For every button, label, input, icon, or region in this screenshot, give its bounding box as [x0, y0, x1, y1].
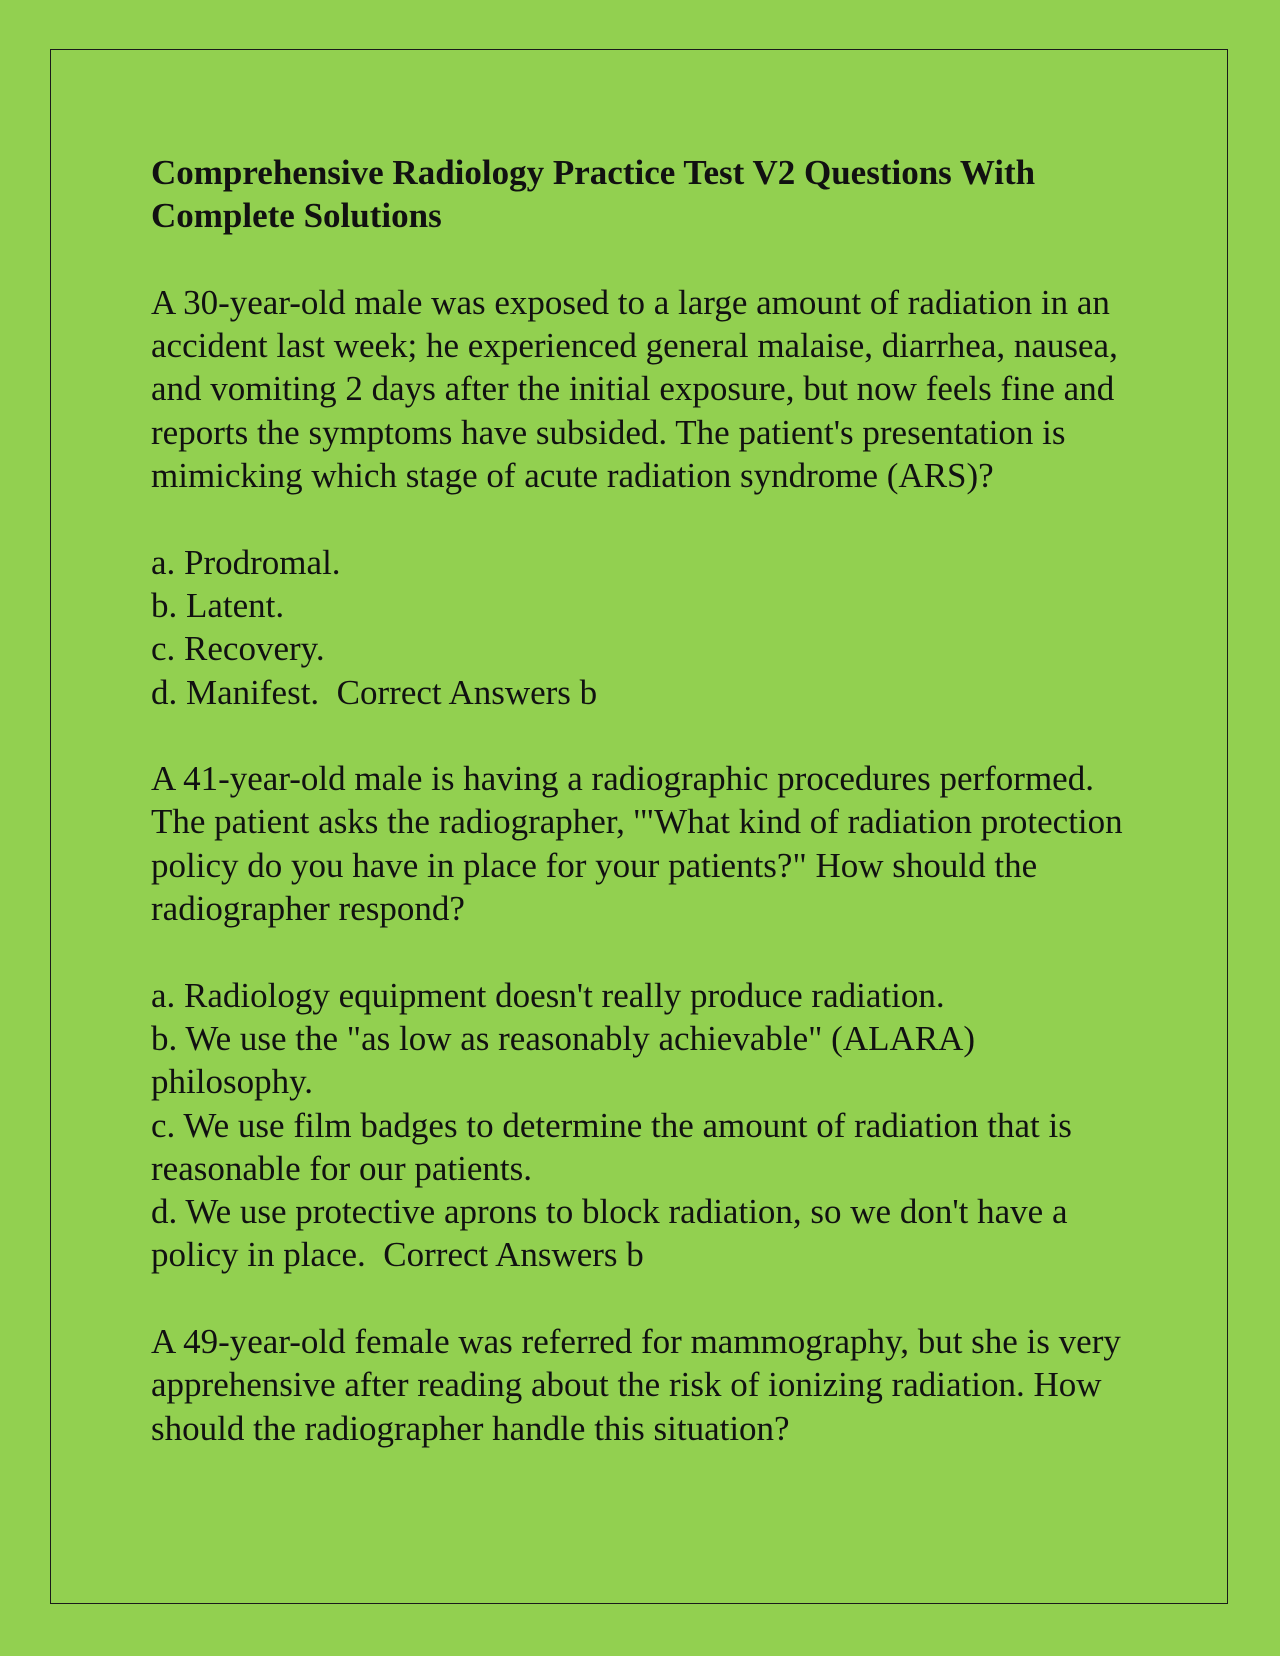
question-1-answer: Correct Answers b	[336, 672, 598, 712]
question-2-option-d: d. We use protective aprons to block radiation, so we don't have a policy in place.	[151, 1192, 1068, 1275]
question-2-option-c: c. We use film badges to determine the amount of radiation that is reasonable for our patients.	[151, 1105, 1072, 1188]
question-1-option-b: b. Latent.	[151, 585, 285, 625]
question-2-option-a: a. Radiology equipment doesn't really produce radiation.	[151, 975, 945, 1015]
question-1-text: A 30-year-old male was exposed to a large amount of radiation in an accident last week; he experienced general malaise, diarrhea, nausea, and vomiting 2 days after the initial exposure, but now feels fine and reports the symptoms have subsided. The patient's presentation is mimicking which stage of acute radiation syndrome (ARS)?	[151, 282, 1118, 496]
question-2-options	[151, 974, 1141, 1277]
question-3-text: A 49-year-old female was referred for mammography, but she is very apprehensive after reading about the risk of ionizing radiation. How should the radiographer handle this situation?	[151, 1322, 1121, 1448]
question-2-answer: Correct Answers b	[383, 1235, 644, 1275]
question-2-option-d-line	[151, 1190, 1141, 1277]
question-1-option-a: a. Prodromal.	[151, 542, 341, 582]
question-1-option-c: c. Recovery.	[151, 629, 325, 669]
question-1-option-d-line	[151, 671, 1141, 714]
document-title: Comprehensive Radiology Practice Test V2 Questions With Complete Solutions	[151, 153, 1036, 236]
question-1-option-d: d. Manifest.	[151, 672, 320, 712]
question-1-options	[151, 541, 1141, 714]
question-2-text: A 41-year-old male is having a radiographic procedures performed. The patient asks the radiographer, '"What kind of radiation protection policy do you have in place for your patients?" How should the radiographer respond?	[151, 759, 1123, 929]
question-2-option-b: b. We use the "as low as reasonably achievable" (ALARA) philosophy.	[151, 1018, 976, 1102]
document-body	[151, 151, 1141, 1450]
